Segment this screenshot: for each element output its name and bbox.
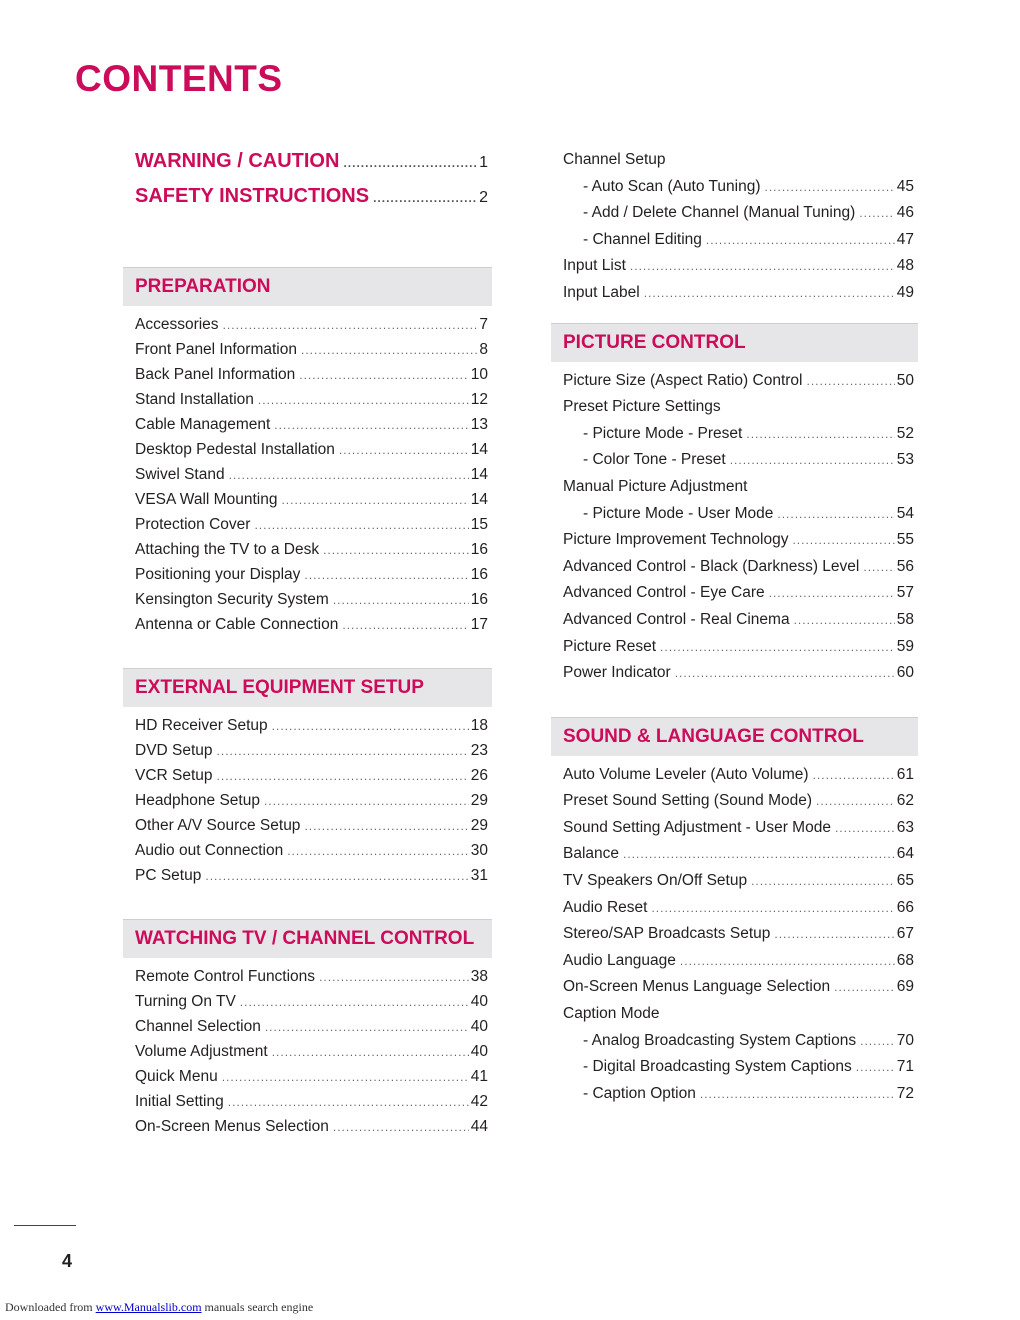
dot-leader <box>774 927 894 941</box>
dot-leader <box>680 954 895 968</box>
toc-page-number: 40 <box>470 1043 488 1060</box>
toc-entry-label: Sound Setting Adjustment - User Mode <box>563 818 831 836</box>
toc-entry[interactable] <box>551 531 918 558</box>
toc-entry-label: DVD Setup <box>135 742 213 759</box>
dot-leader <box>229 468 469 482</box>
toc-page-number: 16 <box>470 591 488 608</box>
toc-entry[interactable] <box>123 1043 492 1068</box>
toc-page-number: 68 <box>896 951 914 969</box>
toc-page-number: 29 <box>470 817 488 834</box>
toc-page-number: 60 <box>896 664 914 682</box>
dot-leader <box>217 744 469 758</box>
toc-entry-label: TV Speakers On/Off Setup <box>563 872 748 890</box>
toc-page-number: 1 <box>479 154 488 171</box>
section-header-sound-language: SOUND & LANGUAGE CONTROL <box>551 717 918 756</box>
toc-entry-label: Back Panel Information <box>135 366 296 383</box>
dot-leader <box>751 874 895 888</box>
toc-entry-label: Power Indicator <box>563 664 671 682</box>
toc-entry[interactable] <box>123 968 492 993</box>
toc-entry[interactable] <box>123 742 492 767</box>
toc-page-number: 14 <box>470 466 488 483</box>
dot-leader <box>644 286 895 300</box>
dot-leader <box>651 901 894 915</box>
toc-entry[interactable] <box>551 257 918 284</box>
toc-entry-label: Caption Mode <box>563 1005 660 1023</box>
download-note <box>5 1300 313 1315</box>
dot-leader <box>304 568 468 582</box>
toc-entry[interactable] <box>551 372 918 399</box>
toc-page-number: 13 <box>470 416 488 433</box>
toc-page-number: 54 <box>896 504 914 522</box>
toc-entry-label: Other A/V Source Setup <box>135 817 301 834</box>
toc-entry-label: Advanced Control - Real Cinema <box>563 610 790 628</box>
toc-entry-label: Advanced Control - Eye Care <box>563 584 765 602</box>
toc-entry[interactable] <box>123 867 492 892</box>
dot-leader <box>816 794 895 808</box>
toc-entry[interactable] <box>551 664 918 691</box>
dot-leader <box>333 593 469 607</box>
toc-entry-label: Audio Language <box>563 951 676 969</box>
dot-leader <box>730 453 895 467</box>
toc-page-number: 65 <box>896 872 914 890</box>
toc-page-number: 41 <box>470 1068 488 1085</box>
toc-entry[interactable] <box>551 478 918 505</box>
dot-leader <box>777 507 894 521</box>
toc-entry[interactable] <box>551 425 918 452</box>
dot-leader <box>228 1095 469 1109</box>
toc-page-number: 48 <box>896 257 914 275</box>
toc-entry-label: - Color Tone - Preset <box>583 451 726 469</box>
toc-entry-label: Cable Management <box>135 416 271 433</box>
toc-entry[interactable] <box>123 792 492 817</box>
toc-entry-warning[interactable] <box>123 150 492 185</box>
toc-entry[interactable] <box>123 366 492 391</box>
toc-entry-label: On-Screen Menus Selection <box>135 1118 329 1135</box>
toc-entry[interactable] <box>551 819 918 846</box>
toc-entry-label: Attaching the TV to a Desk <box>135 541 320 558</box>
toc-page-number: 42 <box>470 1093 488 1110</box>
toc-entry[interactable] <box>123 767 492 792</box>
toc-page-number: 47 <box>896 230 914 248</box>
toc-page-number: 56 <box>896 557 914 575</box>
toc-list <box>123 958 492 1143</box>
toc-entry[interactable] <box>123 817 492 842</box>
toc-page-number: 59 <box>896 637 914 655</box>
toc-entry-label: Preset Sound Setting (Sound Mode) <box>563 792 813 810</box>
toc-entry[interactable] <box>551 766 918 793</box>
page-title: CONTENTS <box>75 58 283 99</box>
toc-entry[interactable] <box>551 1085 918 1112</box>
toc-entry-label: Kensington Security System <box>135 591 329 608</box>
toc-entry-label: Stand Installation <box>135 391 254 408</box>
toc-list <box>123 306 492 641</box>
dot-leader <box>274 418 468 432</box>
dot-leader <box>660 640 895 654</box>
dot-leader <box>765 180 895 194</box>
dot-leader <box>835 821 895 835</box>
toc-entry-label: Channel Setup <box>563 151 666 168</box>
toc-entry[interactable] <box>123 717 492 742</box>
dot-leader <box>373 191 477 205</box>
dot-leader <box>258 393 469 407</box>
toc-entry-label: On-Screen Menus Language Selection <box>563 978 831 996</box>
toc-entry-label: - Add / Delete Channel (Manual Tuning) <box>583 204 856 222</box>
dot-leader <box>342 618 468 632</box>
dot-leader <box>323 543 469 557</box>
toc-entry-label: - Digital Broadcasting System Captions <box>583 1058 852 1076</box>
toc-entry-label: Picture Reset <box>563 637 657 655</box>
dot-leader <box>333 1120 469 1134</box>
section-header-watching-tv: WATCHING TV / CHANNEL CONTROL <box>123 919 492 958</box>
toc-entry-label: Turning On TV <box>135 993 236 1010</box>
toc-entry-label: Antenna or Cable Connection <box>135 616 339 633</box>
toc-entry-label: Input List <box>563 257 626 275</box>
toc-entry-label: Picture Size (Aspect Ratio) Control <box>563 371 803 389</box>
toc-entry[interactable] <box>551 451 918 478</box>
toc-list <box>551 362 918 691</box>
dot-leader <box>700 1087 895 1101</box>
toc-entry-label: - Picture Mode - User Mode <box>583 504 774 522</box>
toc-page-number: 63 <box>896 818 914 836</box>
toc-page-number: 71 <box>896 1058 914 1076</box>
dot-leader <box>339 443 469 457</box>
toc-page-number: 72 <box>896 1084 914 1102</box>
toc-entry-label: Audio Reset <box>563 898 648 916</box>
toc-page-number: 40 <box>470 993 488 1010</box>
toc-entry-label: - Auto Scan (Auto Tuning) <box>583 177 761 195</box>
toc-entry[interactable] <box>123 591 492 616</box>
toc-entry[interactable] <box>123 491 492 516</box>
toc-entry[interactable] <box>123 616 492 641</box>
toc-entry[interactable] <box>551 845 918 872</box>
toc-page-number: 45 <box>896 177 914 195</box>
toc-entry-label: - Analog Broadcasting System Captions <box>583 1031 857 1049</box>
toc-entry-label: VESA Wall Mounting <box>135 491 278 508</box>
toc-page-number: 55 <box>896 531 914 549</box>
toc-entry[interactable] <box>551 872 918 899</box>
toc-entry-label: - Picture Mode - Preset <box>583 424 743 442</box>
toc-entry[interactable] <box>551 584 918 611</box>
toc-entry[interactable] <box>551 505 918 532</box>
toc-entry-label: Swivel Stand <box>135 466 225 483</box>
dot-leader <box>264 794 469 808</box>
toc-entry[interactable] <box>551 792 918 819</box>
toc-page-number: 49 <box>896 283 914 301</box>
dot-leader <box>813 768 895 782</box>
toc-page-number: 31 <box>470 867 488 884</box>
dot-leader <box>301 343 477 357</box>
toc-entry-label: Quick Menu <box>135 1068 218 1085</box>
toc-entry-safety[interactable] <box>123 185 492 220</box>
toc-entry[interactable] <box>551 611 918 638</box>
section-header-picture-control: PICTURE CONTROL <box>551 323 918 362</box>
dot-leader <box>299 368 468 382</box>
toc-page-number: 38 <box>470 968 488 985</box>
footer-rule <box>14 1225 76 1226</box>
dot-leader <box>240 995 469 1009</box>
dot-leader <box>806 374 894 388</box>
toc-entry-label: SAFETY INSTRUCTIONS <box>135 185 370 207</box>
toc-page-number: 14 <box>470 491 488 508</box>
toc-page-number: 10 <box>470 366 488 383</box>
toc-page-number: 57 <box>896 584 914 602</box>
toc-entry-label: Stereo/SAP Broadcasts Setup <box>563 925 771 943</box>
dot-leader <box>272 719 469 733</box>
toc-entry-label: Auto Volume Leveler (Auto Volume) <box>563 765 809 783</box>
toc-page-number: 29 <box>470 792 488 809</box>
toc-page-number: 18 <box>470 717 488 734</box>
dot-leader <box>623 847 895 861</box>
toc-entry[interactable] <box>123 541 492 566</box>
toc-entry[interactable] <box>551 204 918 231</box>
toc-page-number: 15 <box>470 516 488 533</box>
section-header-external-equipment: EXTERNAL EQUIPMENT SETUP <box>123 668 492 707</box>
toc-entry-label: HD Receiver Setup <box>135 717 268 734</box>
toc-entry[interactable] <box>123 516 492 541</box>
toc-entry[interactable] <box>551 1005 918 1032</box>
dot-leader <box>792 533 894 547</box>
toc-page-number: 23 <box>470 742 488 759</box>
toc-page-number: 30 <box>470 842 488 859</box>
toc-entry-label: Input Label <box>563 283 640 301</box>
toc-entry-label: WARNING / CAUTION <box>135 150 340 172</box>
toc-entry-label: Positioning your Display <box>135 566 301 583</box>
toc-page-number: 62 <box>896 792 914 810</box>
toc-list <box>551 150 918 311</box>
toc-entry[interactable] <box>123 316 492 341</box>
dot-leader <box>217 769 469 783</box>
toc-entry[interactable] <box>123 391 492 416</box>
dot-leader <box>863 560 894 574</box>
toc-entry-label: VCR Setup <box>135 767 213 784</box>
manualslib-link[interactable]: www.Manualslib.com <box>95 1300 202 1314</box>
toc-entry[interactable] <box>551 978 918 1005</box>
page-number: 4 <box>62 1251 73 1271</box>
toc-entry[interactable] <box>551 398 918 425</box>
toc-entry-label: PC Setup <box>135 867 202 884</box>
dot-leader <box>304 819 468 833</box>
toc-page-number: 12 <box>470 391 488 408</box>
toc-entry-label: Preset Picture Settings <box>563 398 721 416</box>
toc-page-number: 58 <box>896 610 914 628</box>
toc-page-number: 64 <box>896 845 914 863</box>
toc-entry-label: Front Panel Information <box>135 341 297 358</box>
toc-entry[interactable] <box>551 284 918 311</box>
dot-leader <box>859 206 894 220</box>
toc-page-number: 26 <box>470 767 488 784</box>
toc-page-number: 2 <box>479 189 488 206</box>
toc-page-number: 7 <box>479 316 488 333</box>
dot-leader <box>222 1070 469 1084</box>
dot-leader <box>287 844 469 858</box>
toc-entry-label: Volume Adjustment <box>135 1043 268 1060</box>
section-header-preparation: PREPARATION <box>123 267 492 306</box>
dot-leader <box>254 518 468 532</box>
toc-page-number: 67 <box>896 925 914 943</box>
toc-list <box>123 707 492 892</box>
toc-list <box>551 756 918 1112</box>
toc-entry[interactable] <box>551 638 918 665</box>
toc-page-number: 61 <box>896 765 914 783</box>
dot-leader <box>860 1034 895 1048</box>
toc-entry[interactable] <box>123 993 492 1018</box>
dot-leader <box>281 493 468 507</box>
toc-entry[interactable] <box>123 341 492 366</box>
toc-page-number: 40 <box>470 1018 488 1035</box>
dot-leader <box>675 666 895 680</box>
toc-entry[interactable] <box>551 1032 918 1059</box>
dot-leader <box>265 1020 469 1034</box>
toc-right-column <box>551 150 918 1111</box>
toc-entry[interactable] <box>551 925 918 952</box>
dot-leader <box>834 980 895 994</box>
toc-page-number: 8 <box>479 341 488 358</box>
dot-leader <box>794 613 895 627</box>
toc-entry-label: Manual Picture Adjustment <box>563 477 748 495</box>
toc-page-number: 16 <box>470 566 488 583</box>
toc-entry[interactable] <box>551 178 918 205</box>
toc-entry[interactable] <box>551 899 918 926</box>
toc-page-number: 46 <box>896 204 914 222</box>
dot-leader <box>746 427 894 441</box>
toc-entry[interactable] <box>123 566 492 591</box>
toc-page-number: 44 <box>470 1118 488 1135</box>
toc-entry[interactable] <box>123 441 492 466</box>
toc-entry[interactable] <box>123 1093 492 1118</box>
toc-entry[interactable] <box>123 842 492 867</box>
toc-entry[interactable] <box>123 1068 492 1093</box>
toc-page-number: 70 <box>896 1031 914 1049</box>
toc-entry-label: Accessories <box>135 316 219 333</box>
toc-entry-label: Headphone Setup <box>135 792 260 809</box>
toc-entry-label: - Channel Editing <box>583 230 702 248</box>
toc-entry[interactable] <box>551 558 918 585</box>
toc-entry-label: Initial Setting <box>135 1093 224 1110</box>
toc-entry[interactable] <box>123 416 492 441</box>
dot-leader <box>272 1045 469 1059</box>
toc-page-number: 66 <box>896 898 914 916</box>
toc-entry-label: Remote Control Functions <box>135 968 316 985</box>
dot-leader <box>343 156 477 170</box>
toc-entry[interactable] <box>123 1018 492 1043</box>
download-prefix: Downloaded from <box>5 1300 93 1314</box>
toc-page-number: 17 <box>470 616 488 633</box>
toc-entry[interactable] <box>551 231 918 258</box>
dot-leader <box>706 233 895 247</box>
dot-leader <box>205 869 468 883</box>
dot-leader <box>319 970 469 984</box>
toc-page-number: 14 <box>470 441 488 458</box>
toc-page-number: 50 <box>896 371 914 389</box>
toc-entry-label: Audio out Connection <box>135 842 284 859</box>
toc-entry-label: Desktop Pedestal Installation <box>135 441 335 458</box>
dot-leader <box>856 1060 895 1074</box>
toc-entry-label: - Caption Option <box>583 1084 696 1102</box>
dot-leader <box>769 586 895 600</box>
toc-page-number: 16 <box>470 541 488 558</box>
dot-leader <box>223 318 478 332</box>
toc-entry[interactable] <box>551 952 918 979</box>
toc-entry[interactable] <box>123 466 492 491</box>
download-suffix: manuals search engine <box>204 1300 314 1314</box>
toc-page-number: 69 <box>896 978 914 996</box>
toc-entry-label: Picture Improvement Technology <box>563 531 789 549</box>
toc-entry-label: Channel Selection <box>135 1018 261 1035</box>
toc-entry-label: Advanced Control - Black (Darkness) Level <box>563 557 860 575</box>
toc-entry[interactable] <box>123 1118 492 1143</box>
toc-page-number: 53 <box>896 451 914 469</box>
dot-leader <box>630 259 895 273</box>
toc-entry[interactable] <box>551 151 918 178</box>
toc-entry-label: Protection Cover <box>135 516 251 533</box>
toc-entry-label: Balance <box>563 845 620 863</box>
toc-page-number: 52 <box>896 424 914 442</box>
top-entries <box>123 150 492 220</box>
toc-left-column <box>123 150 492 1143</box>
toc-entry[interactable] <box>551 1058 918 1085</box>
